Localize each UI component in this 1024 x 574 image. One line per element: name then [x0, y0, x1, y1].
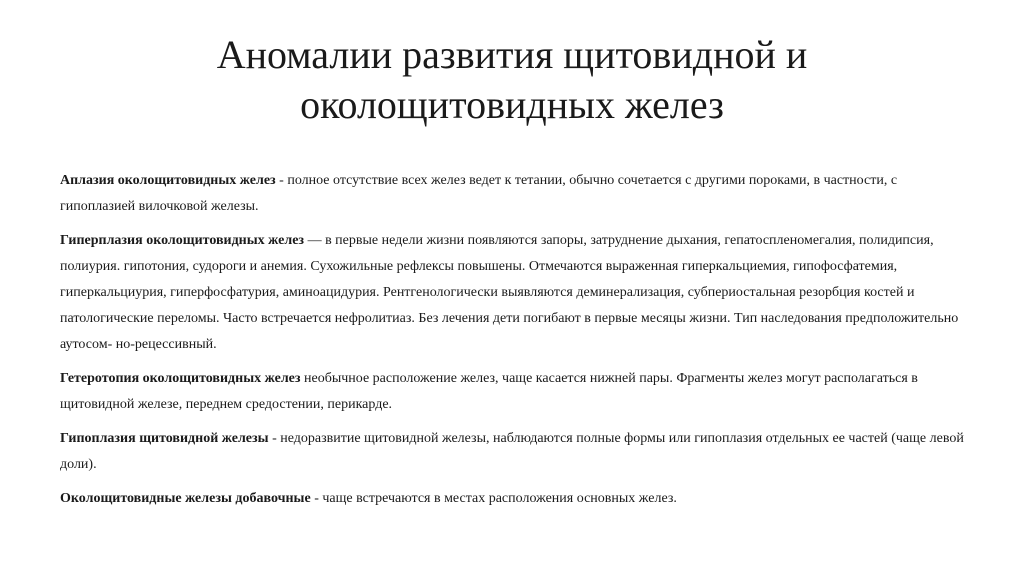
text-hyperplasia: — в первые недели жизни появляются запоры, затруднение дыхания, гепатоспленомегалия, полидипсия, полиурия. гипотония, судороги и анемия. Сухожильные рефлексы повышены. Отмечаются выраженная гиперкальциемия, гипофосфатемия, гиперкальциурия, гиперфосфатурия, аминоацидурия. Рентгенологически выявляются деминерализация, субпериостальная резорбция костей и патологические переломы. Часто встречается нефролитиаз. Без лечения дети погибают в первые месяцы жизни. Тип наследования предположительно аутосом- но-рецессивный. [60, 233, 959, 352]
paragraph-hyperplasia [60, 228, 972, 358]
term-hypoplasia: Гипоплазия щитовидной железы [60, 431, 269, 446]
term-accessory-glands: Околощитовидные железы добавочные [60, 491, 311, 506]
term-hyperplasia: Гиперплазия околощитовидных желез [60, 233, 305, 248]
term-aplasia: Аплазия околощитовидных желез [60, 173, 276, 188]
paragraph-accessory-glands [60, 486, 972, 512]
paragraph-heterotopia [60, 366, 972, 418]
text-aplasia: - полное отсутствие всех желез ведет к тетании, обычно сочетается с другими пороками, в частности, с гипоплазией вилочковой железы. [60, 173, 898, 214]
text-hypoplasia: - недоразвитие щитовидной железы, наблюдаются полные формы или гипоплазия отдельных ее частей (чаще левой доли). [60, 431, 964, 472]
slide-title: Аномалии развития щитовидной и околощитовидных желез [216, 32, 808, 127]
term-heterotopia: Гетеротопия околощитовидных желез [60, 371, 301, 386]
text-heterotopia: необычное расположение желез, чаще касается нижней пары. Фрагменты желез могут располагаться в щитовидной железе, переднем средостении, перикарде. [60, 371, 918, 412]
slide-body [60, 168, 972, 520]
paragraph-hypoplasia [60, 426, 972, 478]
paragraph-aplasia [60, 168, 972, 220]
text-accessory-glands: - чаще встречаются в местах расположения основных желез. [310, 491, 677, 506]
